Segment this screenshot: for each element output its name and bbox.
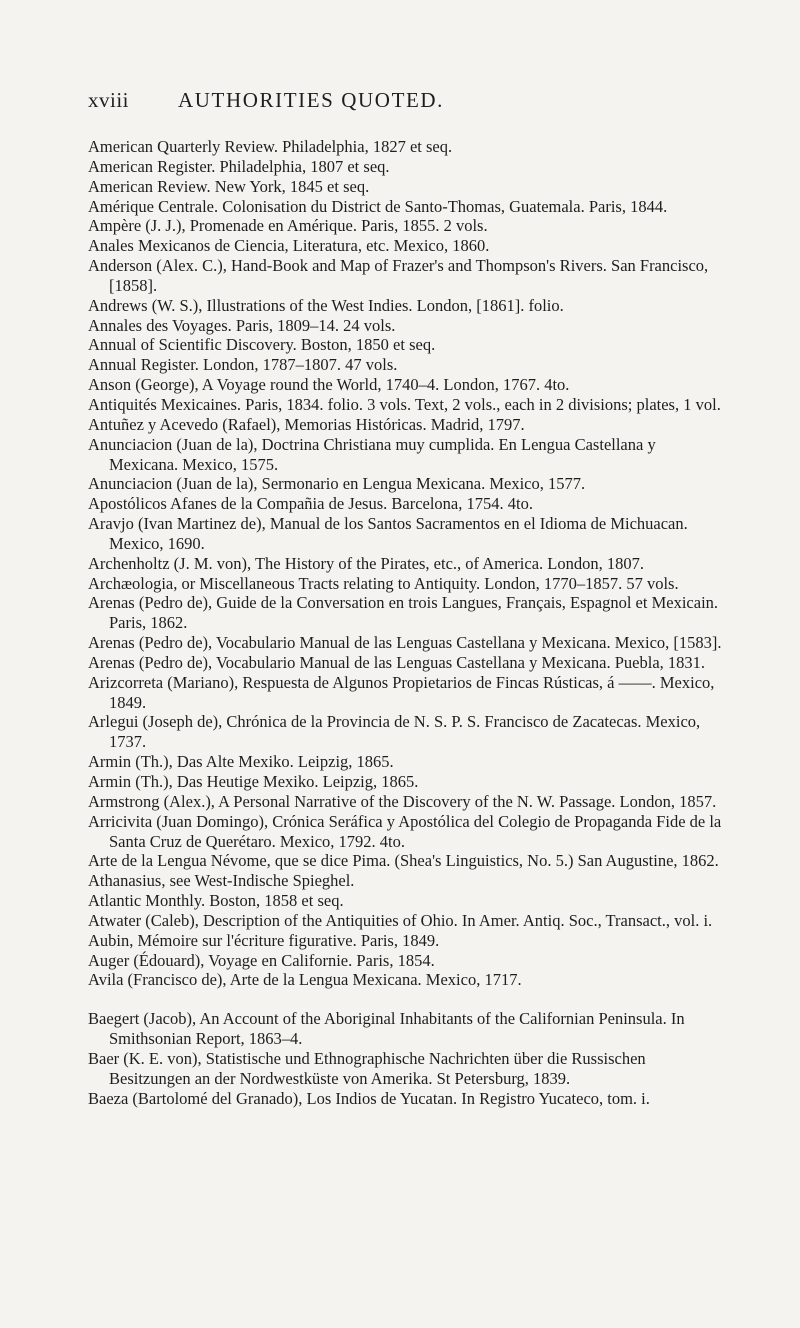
bibliography-entry: American Quarterly Review. Philadelphia, 1827 et seq. xyxy=(88,137,453,156)
bibliography-entry: Baeza (Bartolomé del Granado), Los Indios de Yucatan. In Registro Yucateco, tom. i. xyxy=(88,1088,650,1108)
bibliography-entry: Athanasius, see West-Indische Spieghel. xyxy=(88,871,355,891)
bibliography-entry: American Review. New York, 1845 et seq. xyxy=(88,176,370,196)
page-number: xviii xyxy=(88,88,130,112)
bibliography-entry: Arenas (Pedro de), Vocabulario Manual de las Lenguas Castellana y Mexicana. Mexico, [1583]. xyxy=(88,633,722,653)
bibliography-entry: Aravjo (Ivan Martinez de), Manual de los Santos Sacramentos en el Idioma de Michuacan. Mexico, 1690. xyxy=(88,514,688,553)
bibliography-entry: Anunciacion (Juan de la), Sermonario en Lengua Mexicana. Mexico, 1577. xyxy=(88,474,586,494)
bibliography-entry: Ampère (J. J.), Promenade en Amérique. Paris, 1855. 2 vols. xyxy=(88,216,488,236)
bibliography-entry: Arizcorreta (Mariano), Respuesta de Algunos Propietarios de Fincas Rústicas, á ——. Mexico, 1849. xyxy=(88,672,715,712)
bibliography-entry: Atlantic Monthly. Boston, 1858 et seq. xyxy=(88,891,344,911)
bibliography-entry: Annales des Voyages. Paris, 1809–14. 24 vols. xyxy=(88,315,396,335)
bibliography-entry: Archenholtz (J. M. von), The History of the Pirates, etc., of America. London, 1807. xyxy=(88,553,644,573)
bibliography-entry: Arenas (Pedro de), Vocabulario Manual de las Lenguas Castellana y Mexicana. Puebla, 1831. xyxy=(88,652,706,672)
bibliography-entry: Annual of Scientific Discovery. Boston, 1850 et seq. xyxy=(88,335,436,355)
bibliography-entry: Apostólicos Afanes de la Compañia de Jesus. Barcelona, 1754. 4to. xyxy=(88,494,533,514)
bibliography-entry: Antiquités Mexicaines. Paris, 1834. folio. 3 vols. Text, 2 vols., each in 2 divisions; plates, 1 vol. xyxy=(88,394,721,414)
bibliography-entry: Antuñez y Acevedo (Rafael), Memorias Históricas. Madrid, 1797. xyxy=(88,414,525,434)
bibliography-entry: Atwater (Caleb), Description of the Antiquities of Ohio. In Amer. Antiq. Soc., Transact., vol. i. xyxy=(88,910,713,930)
bibliography-entry: Aubin, Mémoire sur l'écriture figurative. Paris, 1849. xyxy=(88,930,440,950)
running-head: AUTHORITIES QUOTED. xyxy=(178,88,445,112)
bibliography-entry: Anales Mexicanos de Ciencia, Literatura, etc. Mexico, 1860. xyxy=(88,236,490,256)
bibliography-entry: Avila (Francisco de), Arte de la Lengua Mexicana. Mexico, 1717. xyxy=(88,970,522,990)
page-header xyxy=(0,88,800,118)
bibliography-entry: Baer (K. E. von), Statistische und Ethnographische Nachrichten über die Russischen Besitzungen an der Nordwestküste von Amerika. St Petersburg, 1839. xyxy=(88,1048,646,1088)
bibliography-entry: Arte de la Lengua Névome, que se dice Pima. (Shea's Linguistics, No. 5.) San Augustine, 1862. xyxy=(88,851,719,871)
bibliography-entry: Anderson (Alex. C.), Hand-Book and Map of Frazer's and Thompson's Rivers. San Francisco, [1858]. xyxy=(88,256,709,295)
bibliography-entry: Amérique Centrale. Colonisation du District de Santo-Thomas, Guatemala. Paris, 1844. xyxy=(88,196,668,216)
bibliography-entry: Auger (Édouard), Voyage en Californie. Paris, 1854. xyxy=(88,950,435,970)
bibliography-entry: Archæologia, or Miscellaneous Tracts relating to Antiquity. London, 1770–1857. 57 vols. xyxy=(88,573,679,593)
bibliography-entry: Armin (Th.), Das Heutige Mexiko. Leipzig, 1865. xyxy=(88,772,419,791)
bibliography-entry: Anunciacion (Juan de la), Doctrina Christiana muy cumplida. En Lengua Castellana y Mexicana. Mexico, 1575. xyxy=(88,434,656,474)
bibliography-list xyxy=(88,137,728,1109)
bibliography-entry: Anson (George), A Voyage round the World, 1740–4. London, 1767. 4to. xyxy=(88,375,570,395)
bibliography-entry: Annual Register. London, 1787–1807. 47 vols. xyxy=(88,355,398,375)
bibliography-entry: Armin (Th.), Das Alte Mexiko. Leipzig, 1865. xyxy=(88,752,394,772)
bibliography-entry: Andrews (W. S.), Illustrations of the West Indies. London, [1861]. folio. xyxy=(88,295,564,315)
bibliography-entry: Armstrong (Alex.), A Personal Narrative of the Discovery of the N. W. Passage. London, 1857. xyxy=(88,791,717,811)
bibliography-entry: Baegert (Jacob), An Account of the Aboriginal Inhabitants of the Californian Peninsula. In Smithsonian Report, 1863–4. xyxy=(88,1009,685,1049)
bibliography-entry: American Register. Philadelphia, 1807 et seq. xyxy=(88,156,390,176)
bibliography-entry: Arenas (Pedro de), Guide de la Conversation en trois Langues, Français, Espagnol et Mexicain. Paris, 1862. xyxy=(88,593,719,633)
bibliography-entry: Arricivita (Juan Domingo), Crónica Seráfica y Apostólica del Colegio de Propaganda Fide de la Santa Cruz de Querétaro. Mexico, 1792. 4to. xyxy=(88,811,722,851)
bibliography-entry: Arlegui (Joseph de), Chrónica de la Provincia de N. S. P. S. Francisco de Zacatecas. Mexico, 1737. xyxy=(88,712,701,752)
